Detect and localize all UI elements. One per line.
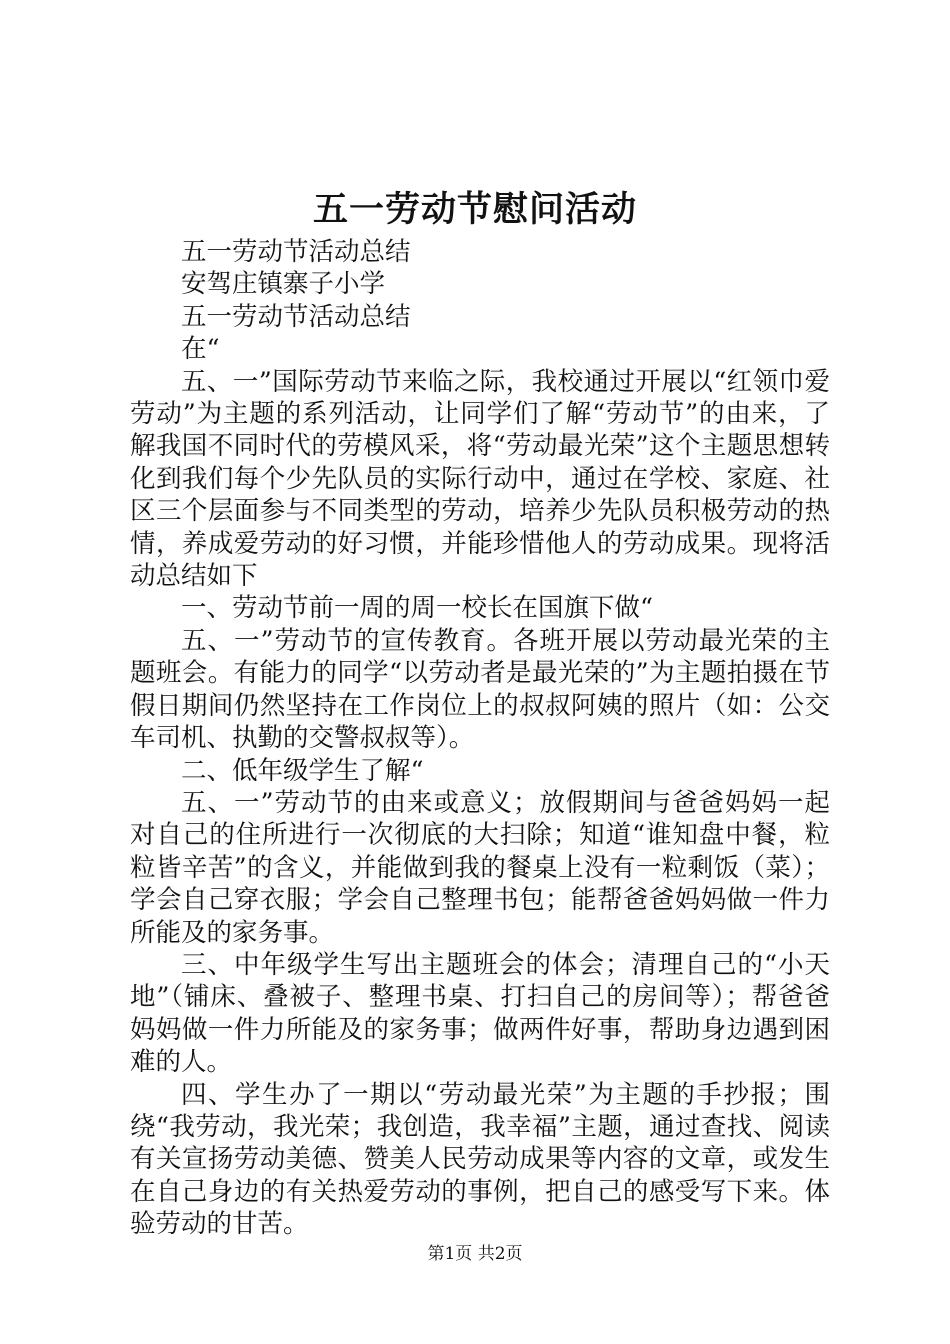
paragraph-5: 五、一”国际劳动节来临之际，我校通过开展以“红领巾爱劳动”为主题的系列活动，让同学们了解“劳动节”的由来，了解我国不同时代的劳模风采，将“劳动最光荣”这个主题思想转化到我们每个少先队员的实际行动中，通过在学校、家庭、社区三个层面参与不同类型的劳动，培养少先队员积极劳动的热情，养成爱劳动的好习惯，并能珍惜他人的劳动成果。现将活动总结如下 <box>130 366 830 592</box>
paragraph-8: 二、低年级学生了解“ <box>181 755 424 786</box>
paragraph-9: 五、一”劳动节的由来或意义；放假期间与爸爸妈妈一起对自己的住所进行一次彻底的大扫除；知道“谁知盘中餐，粒粒皆辛苦”的含义，并能做到我的餐桌上没有一粒剩饭（菜）；学会自己穿衣服；学会自己整理书包；能帮爸爸妈妈做一件力所能及的家务事。 <box>130 787 830 948</box>
paragraph-11: 四、学生办了一期以“劳动最光荣”为主题的手抄报；围绕“我劳动，我光荣；我创造，我幸福”主题，通过查找、阅读有关宣扬劳动美德、赞美人民劳动成果等内容的文章，或发生在自己身边的有关热爱劳动的事例，把自己的感受写下来。体验劳动的甘苦。 <box>130 1079 830 1240</box>
document-body <box>130 236 830 1241</box>
document-title: 五一劳动节慰问活动 <box>312 189 637 230</box>
paragraph-1: 五一劳动节活动总结 <box>181 237 411 267</box>
paragraph-4: 在“ <box>181 334 220 365</box>
page-number-footer: 第1页 共2页 <box>427 1244 523 1264</box>
paragraph-7: 五、一”劳动节的宣传教育。各班开展以劳动最光荣的主题班会。有能力的同学“以劳动者是最光荣的”为主题拍摄在节假日期间仍然坚持在工作岗位上的叔叔阿姨的照片（如：公交车司机、执勤的交警叔叔等）。 <box>130 625 830 754</box>
paragraph-3: 五一劳动节活动总结 <box>181 301 411 332</box>
paragraph-2: 安驾庄镇寨子小学 <box>181 269 386 300</box>
paragraph-6: 一、劳动节前一周的周一校长在国旗下做“ <box>181 593 654 624</box>
paragraph-10: 三、中年级学生写出主题班会的体会；清理自己的“小天地”（铺床、叠被子、整理书桌、打扫自己的房间等）；帮爸爸妈妈做一件力所能及的家务事；做两件好事，帮助身边遇到困难的人。 <box>130 949 830 1078</box>
